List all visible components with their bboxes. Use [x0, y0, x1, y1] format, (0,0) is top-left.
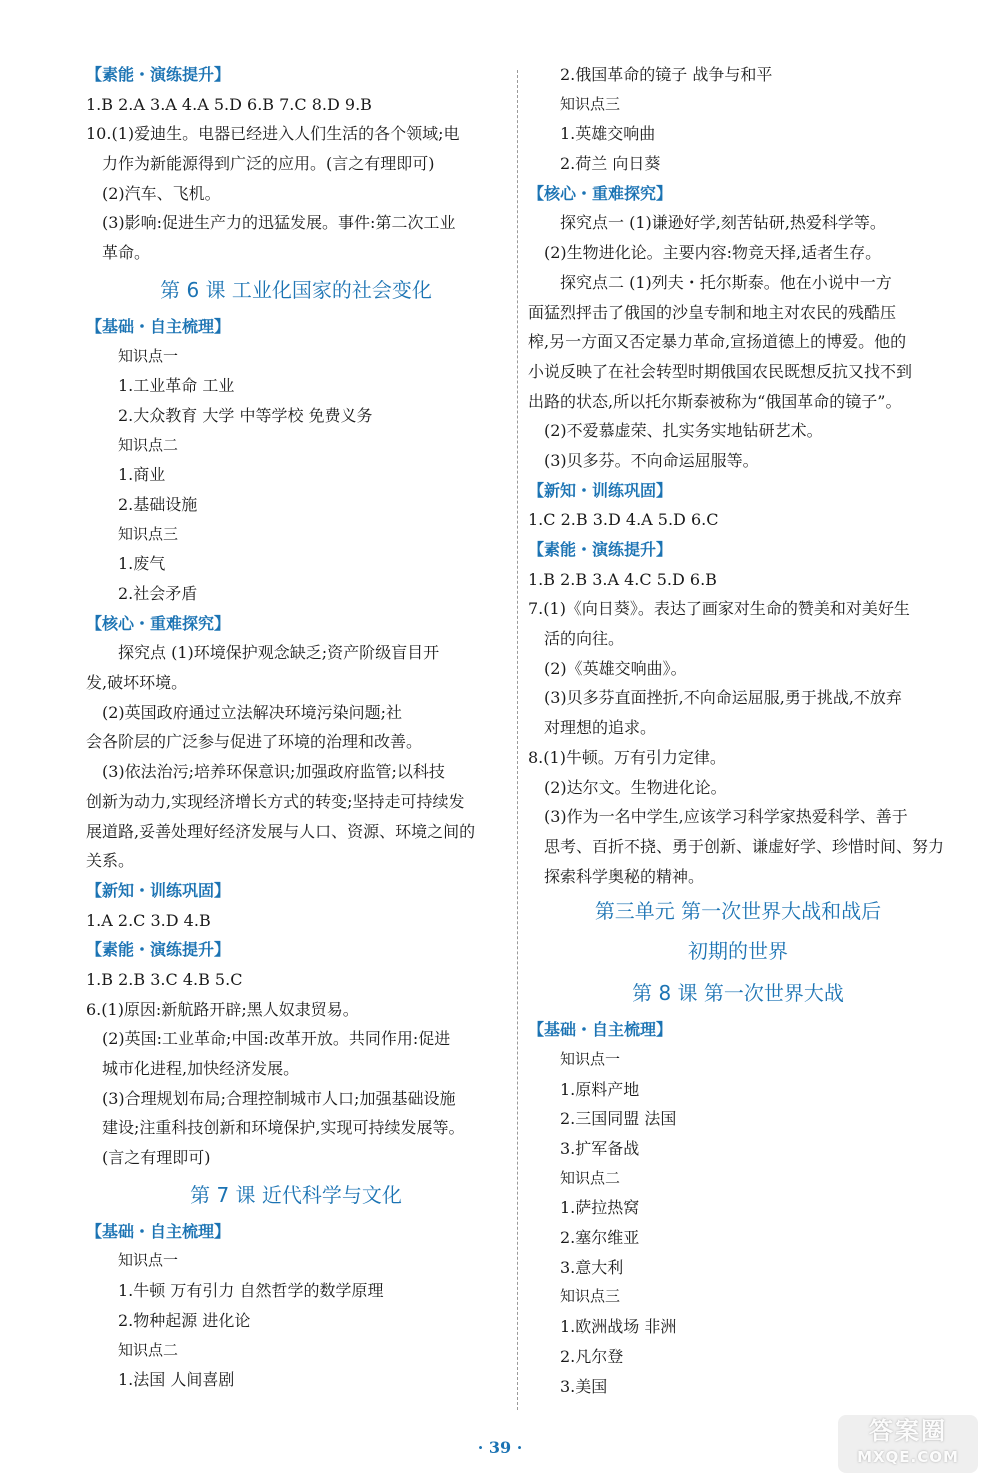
- answer-line: 1.牛顿 万有引力 自然哲学的数学原理: [118, 1281, 384, 1301]
- watermark-text: 答案圈: [869, 1417, 947, 1445]
- answer-line: 2.三国同盟 法国: [560, 1109, 677, 1129]
- answer-line: 发,破坏环境。: [86, 673, 188, 693]
- answer-line: 探究点一 (1)谦逊好学,刻苦钻研,热爱科学等。: [560, 213, 886, 233]
- answer-line: 建设;注重科技创新和环境保护,实现可持续发展等。: [102, 1118, 465, 1138]
- answer-line: 城市化进程,加快经济发展。: [102, 1059, 300, 1078]
- answer-line: 革命。: [102, 243, 151, 263]
- answer-line: 1.法国 人间喜剧: [118, 1370, 235, 1390]
- answer-line: (2)英国:工业革命;中国:改革开放。共同作用:促进: [102, 1029, 451, 1049]
- section-header: 【新知・训练巩固】: [528, 480, 673, 500]
- answer-line: (2)达尔文。生物进化论。: [544, 777, 727, 797]
- answer-line: 8.(1)牛顿。万有引力定律。: [528, 747, 726, 767]
- answer-line: (3)合理规划布局;合理控制城市人口;加强基础设施: [102, 1088, 456, 1108]
- answer-line: 2.凡尔登: [560, 1346, 624, 1366]
- lesson-title: 第 7 课 近代科学与文化: [190, 1182, 402, 1207]
- unit-title: 第三单元 第一次世界大战和战后: [594, 899, 882, 924]
- watermark-logo: [838, 1415, 978, 1473]
- answer-line: (2)不爱慕虚荣、扎实务实地钻研艺术。: [544, 421, 823, 441]
- answer-line: 7.(1)《向日葵》。表达了画家对生命的赞美和对美好生: [528, 599, 910, 619]
- answer-line: (2)生物进化论。主要内容:物竞天择,适者生存。: [544, 243, 882, 263]
- answer-line: 1.B 2.A 3.A 4.A 5.D 6.B 7.C 8.D 9.B: [86, 94, 372, 114]
- answer-line: (3)贝多芬直面挫折,不向命运屈服,勇于挑战,不放弃: [544, 688, 902, 708]
- answer-line: (3)作为一名中学生,应该学习科学家热爱科学、善于: [544, 807, 908, 827]
- section-header: 【素能・演练提升】: [86, 65, 231, 84]
- knowledge-point-label: 知识点二: [118, 1340, 179, 1359]
- answer-line: (3)贝多芬。不向命运屈服等。: [544, 450, 759, 470]
- answer-line: 2.荷兰 向日葵: [560, 154, 661, 174]
- answer-line: (2)《英雄交响曲》。: [544, 658, 687, 678]
- answer-line: (言之有理即可): [102, 1148, 211, 1168]
- answer-line: 1.工业革命 工业: [118, 376, 235, 396]
- answer-line: 2.大众教育 大学 中等学校 免费义务: [118, 405, 373, 425]
- answer-line: 活的向往。: [544, 629, 625, 649]
- answer-line: 出路的状态,所以托尔斯泰被称为“俄国革命的镜子”。: [528, 391, 902, 411]
- knowledge-point-label: 知识点一: [118, 1251, 179, 1270]
- section-header: 【基础・自主梳理】: [86, 316, 231, 336]
- answer-line: 1.C 2.B 3.D 4.A 5.D 6.C: [528, 510, 719, 530]
- answer-line: 1.废气: [118, 554, 166, 574]
- section-header: 【核心・重难探究】: [86, 613, 231, 633]
- page-number: · 39 ·: [477, 1438, 523, 1457]
- answer-line: (2)汽车、飞机。: [102, 183, 221, 203]
- section-header: 【新知・训练巩固】: [86, 880, 231, 900]
- answer-line: 2.塞尔维亚: [560, 1228, 640, 1248]
- answer-line: (3)影响:促进生产力的迅猛发展。事件:第二次工业: [102, 213, 456, 233]
- answer-line: 2.俄国革命的镜子 战争与和平: [560, 65, 773, 84]
- answer-line: 会各阶层的广泛参与促进了环境的治理和改善。: [86, 732, 423, 752]
- column-divider: [517, 70, 518, 1410]
- knowledge-point-label: 知识点一: [118, 346, 179, 365]
- unit-title: 初期的世界: [688, 939, 788, 964]
- answer-line: 10.(1)爱迪生。电器已经进入人们生活的各个领域;电: [86, 124, 460, 144]
- answer-line: 探究点二 (1)列夫・托尔斯泰。他在小说中一方: [560, 272, 892, 292]
- answer-line: 探究点 (1)环境保护观念缺乏;资产阶级盲目开: [118, 643, 440, 663]
- answer-line: 2.物种起源 进化论: [118, 1310, 251, 1330]
- lesson-title: 第 6 课 工业化国家的社会变化: [160, 277, 432, 302]
- knowledge-point-label: 知识点二: [118, 435, 179, 454]
- answer-line: 思考、百折不挠、勇于创新、谦虚好学、珍惜时间、努力: [544, 836, 945, 856]
- answer-line: 6.(1)原因:新航路开辟;黑人奴隶贸易。: [86, 999, 359, 1019]
- answer-line: 关系。: [86, 851, 135, 871]
- lesson-title: 第 8 课 第一次世界大战: [632, 981, 844, 1006]
- watermark-url: MXQE.COM: [857, 1448, 959, 1466]
- right-column: [528, 60, 948, 1401]
- knowledge-point-label: 知识点三: [560, 94, 621, 113]
- answer-line: 1.原料产地: [560, 1079, 640, 1099]
- answer-line: 力作为新能源得到广泛的应用。(言之有理即可): [102, 154, 435, 174]
- answer-line: 2.社会矛盾: [118, 584, 198, 603]
- answer-line: 探索科学奥秘的精神。: [544, 866, 705, 886]
- answer-line: 1.萨拉热窝: [560, 1198, 640, 1218]
- section-header: 【核心・重难探究】: [528, 183, 673, 203]
- answer-line: 对理想的追求。: [544, 718, 657, 738]
- section-header: 【基础・自主梳理】: [86, 1221, 231, 1241]
- section-header: 【基础・自主梳理】: [528, 1020, 673, 1040]
- answer-line: 1.B 2.B 3.A 4.C 5.D 6.B: [528, 569, 717, 589]
- left-column: [86, 60, 506, 1395]
- knowledge-point-label: 知识点一: [560, 1049, 621, 1068]
- answer-line: 榨,另一方面又否定暴力革命,宣扬道德上的博爱。他的: [528, 332, 907, 352]
- answer-line: 1.欧洲战场 非洲: [560, 1317, 677, 1337]
- answer-line: 面猛烈抨击了俄国的沙皇专制和地主对农民的残酷压: [528, 302, 897, 322]
- knowledge-point-label: 知识点三: [560, 1287, 621, 1306]
- answer-line: 展道路,妥善处理好经济发展与人口、资源、环境之间的: [86, 821, 476, 841]
- answer-line: 1.A 2.C 3.D 4.B: [86, 910, 211, 930]
- knowledge-point-label: 知识点三: [118, 524, 179, 543]
- answer-line: 小说反映了在社会转型时期俄国农民既想反抗又找不到: [528, 361, 913, 381]
- answer-line: 1.B 2.B 3.C 4.B 5.C: [86, 969, 243, 989]
- answer-line: 1.商业: [118, 465, 166, 485]
- answer-line: (3)依法治污;培养环保意识;加强政府监管;以科技: [102, 762, 445, 782]
- section-header: 【素能・演练提升】: [528, 540, 673, 559]
- knowledge-point-label: 知识点二: [560, 1168, 621, 1187]
- answer-line: 1.英雄交响曲: [560, 124, 656, 144]
- answer-line: (2)英国政府通过立法解决环境污染问题;社: [102, 702, 403, 722]
- answer-line: 3.美国: [560, 1376, 608, 1396]
- answer-line: 创新为动力,实现经济增长方式的转变;坚持走可持续发: [86, 791, 465, 811]
- answer-line: 3.意大利: [560, 1257, 624, 1277]
- section-header: 【素能・演练提升】: [86, 940, 231, 960]
- answer-line: 2.基础设施: [118, 494, 198, 514]
- answer-line: 3.扩军备战: [560, 1139, 640, 1158]
